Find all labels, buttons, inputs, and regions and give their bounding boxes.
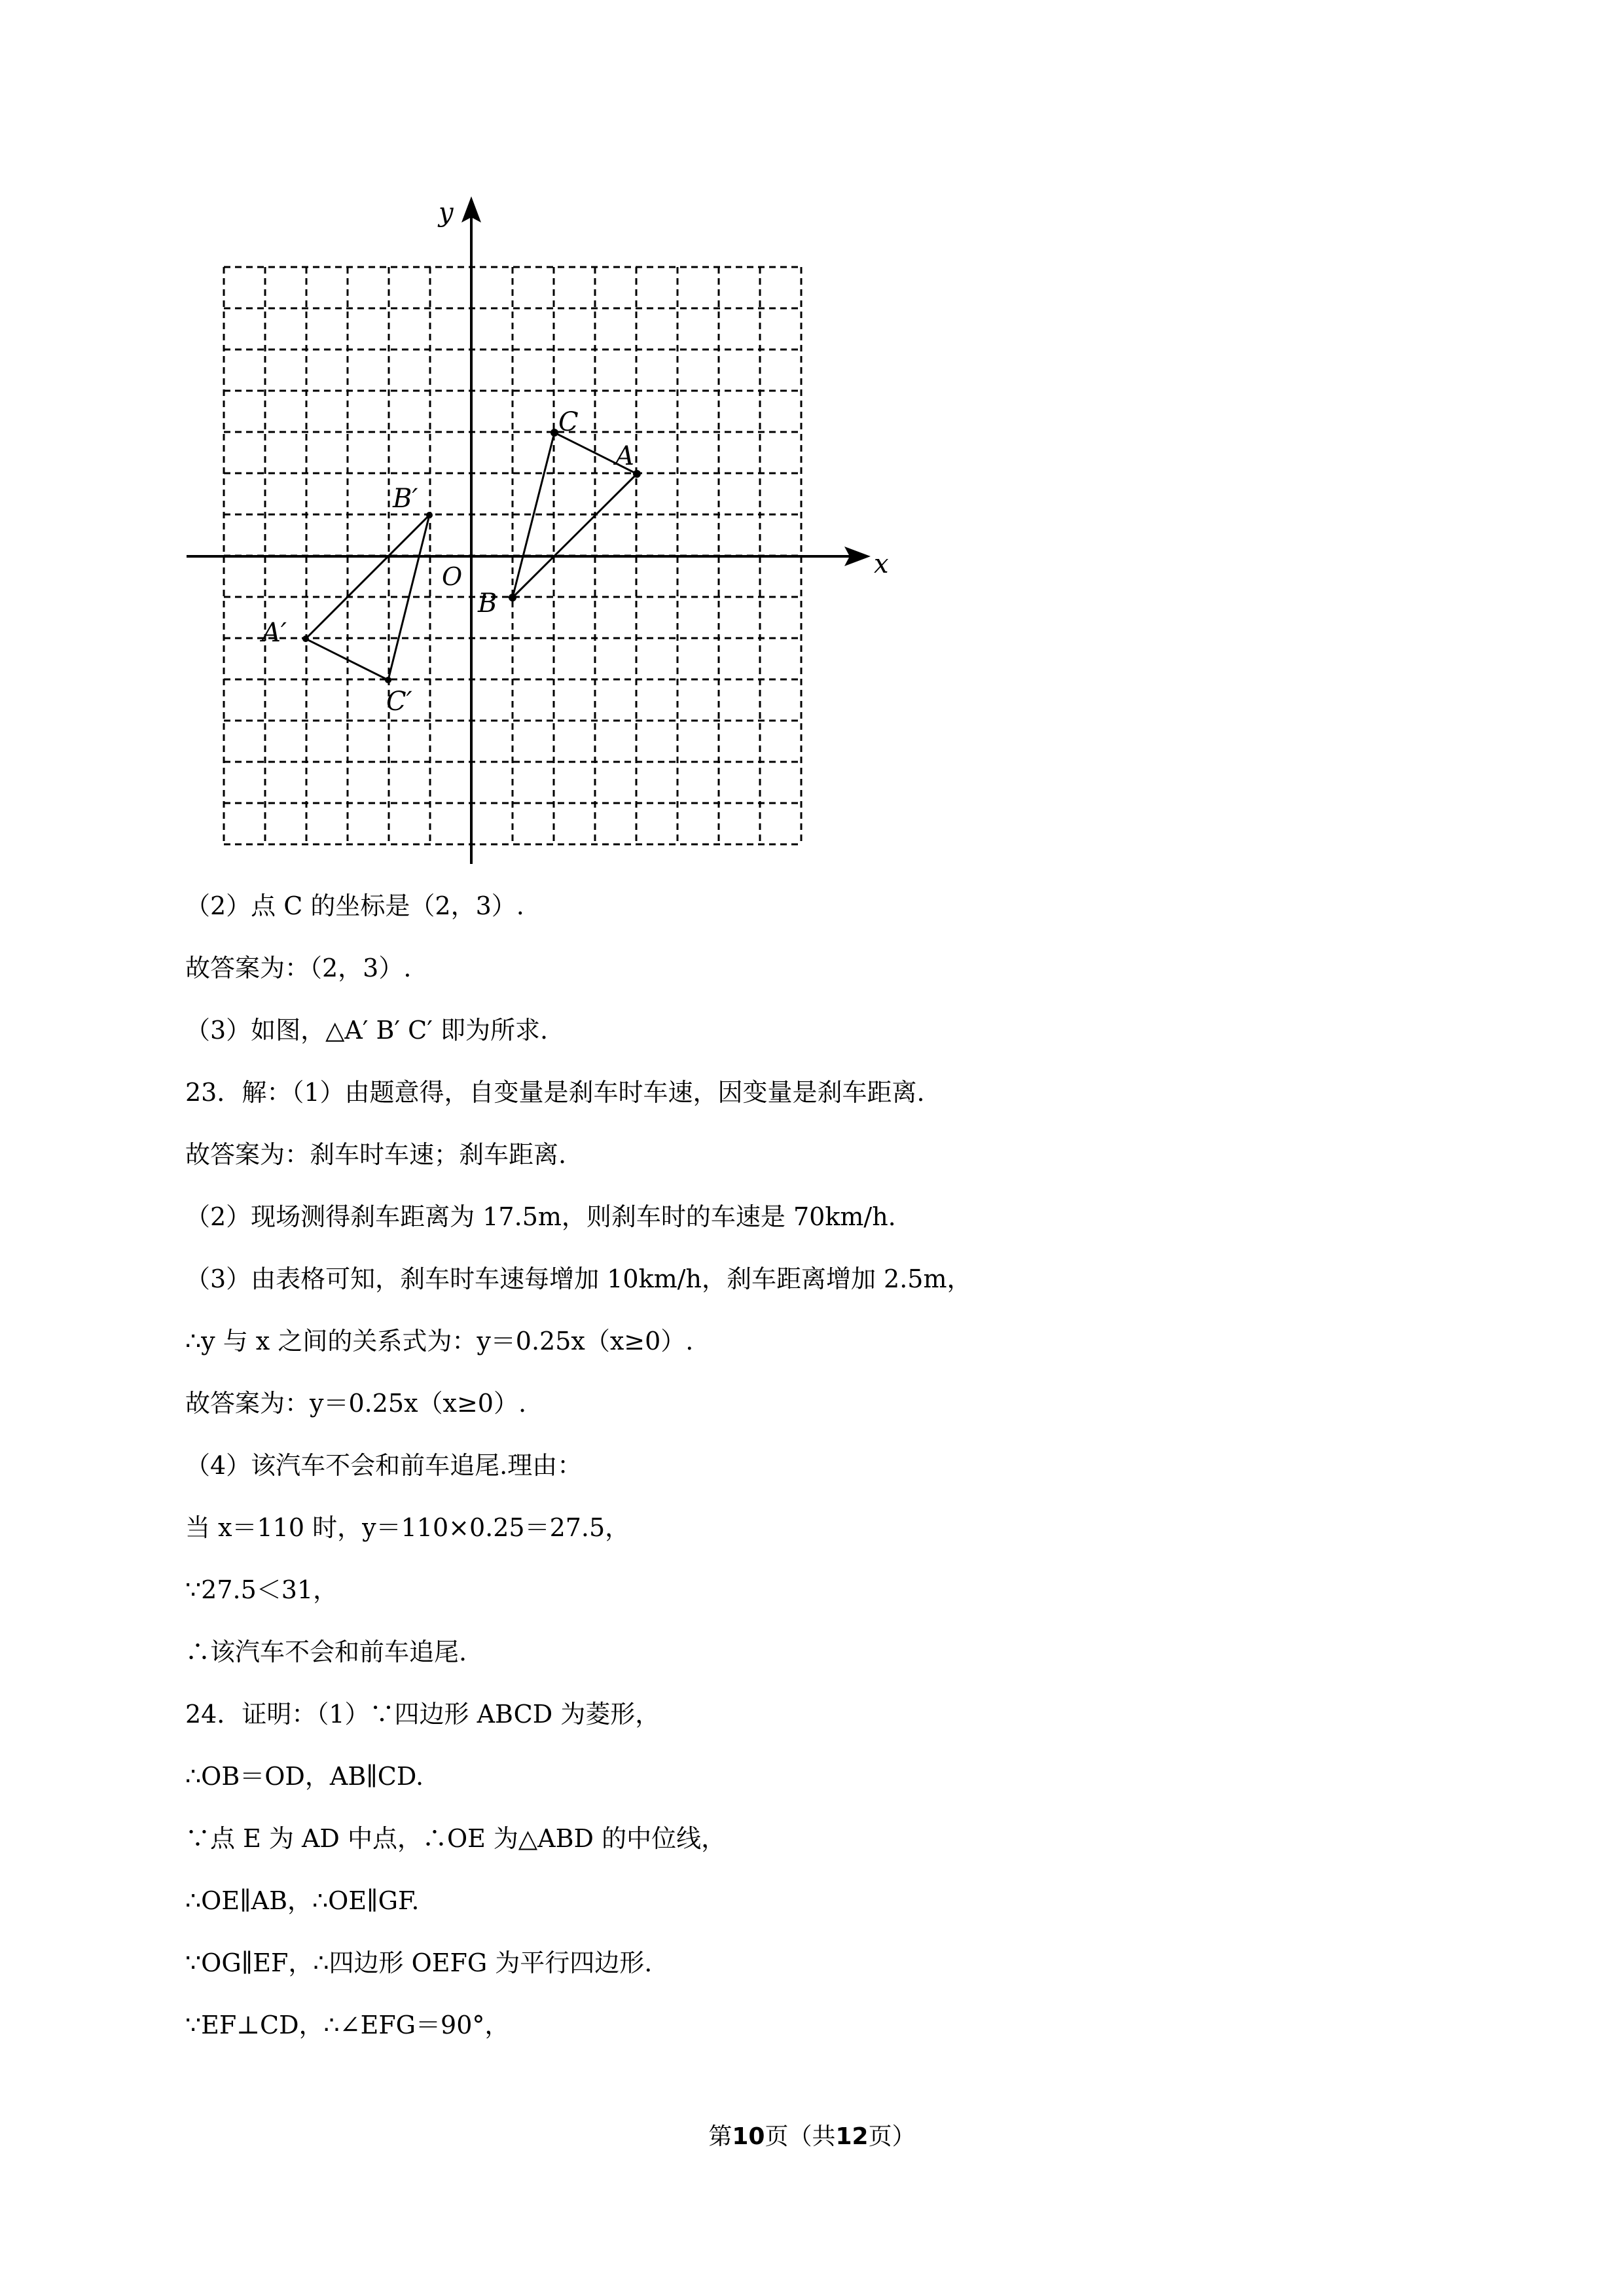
page-footer (0, 2118, 1624, 2151)
coordinate-grid-figure (164, 190, 897, 877)
text-line: 故答案为：（2，3）. (185, 954, 412, 982)
coordinate-grid-svg (164, 190, 897, 877)
text-line: 故答案为：刹车时车速；刹车距离. (185, 1140, 567, 1169)
text-line: ∴y 与 x 之间的关系式为：y＝0.25x（x≥0）. (185, 1327, 694, 1355)
point-c-prime (385, 677, 391, 683)
y-axis-label: y (439, 198, 454, 228)
text-line: （3）由表格可知，刹车时车速每增加 10km/h，刹车距离增加 2.5m， (185, 1265, 972, 1293)
text-line: ∵OG∥EF，∴四边形 OEFG 为平行四边形. (185, 1948, 653, 1977)
label-b-prime: B′ (393, 484, 418, 514)
label-a-prime: A′ (262, 618, 287, 648)
text-line: （3）如图，△A′ B′ C′ 即为所求. (185, 1016, 549, 1045)
label-c: C (558, 407, 579, 437)
text-line: ∴OB＝OD，AB∥CD. (185, 1762, 424, 1791)
label-c-prime: C′ (386, 687, 412, 717)
footer-suffix: 页） (868, 2123, 916, 2150)
point-a-prime (302, 636, 309, 642)
text-line: （4）该汽车不会和前车追尾.理由： (185, 1451, 583, 1480)
x-axis-label: x (874, 549, 889, 579)
text-line: ∴该汽车不会和前车追尾. (185, 1638, 467, 1666)
point-b-prime (426, 512, 433, 518)
text-line: （2）点 C 的坐标是（2，3）. (185, 891, 524, 920)
text-line: ∵EF⊥CD，∴∠EFG＝90°， (185, 2011, 510, 2039)
text-line: 故答案为：y＝0.25x（x≥0）. (185, 1389, 527, 1418)
text-line: 当 x＝110 时，y＝110×0.25＝27.5， (185, 1513, 630, 1542)
text-line: ∵27.5＜31， (185, 1575, 338, 1604)
current-page-number: 10 (732, 2123, 765, 2150)
question-24-heading: 24．证明：（1）∵四边形 ABCD 为菱形， (185, 1700, 660, 1729)
label-b: B (478, 588, 497, 619)
footer-prefix: 第 (708, 2123, 732, 2150)
footer-mid: 页（共 (765, 2123, 836, 2150)
text-line: （2）现场测得刹车距离为 17.5m，则刹车时的车速是 70km/h. (185, 1202, 896, 1231)
point-b (509, 594, 516, 601)
origin-label: O (442, 562, 463, 591)
text-line: ∴OE∥AB，∴OE∥GF. (185, 1886, 420, 1915)
question-23-heading: 23．解：（1）由题意得，自变量是刹车时车速，因变量是刹车距离. (185, 1078, 925, 1107)
total-page-number: 12 (835, 2123, 869, 2150)
point-c (550, 429, 558, 437)
label-a: A (615, 441, 634, 471)
text-line: ∵点 E 为 AD 中点，∴OE 为△ABD 的中位线， (185, 1824, 727, 1853)
